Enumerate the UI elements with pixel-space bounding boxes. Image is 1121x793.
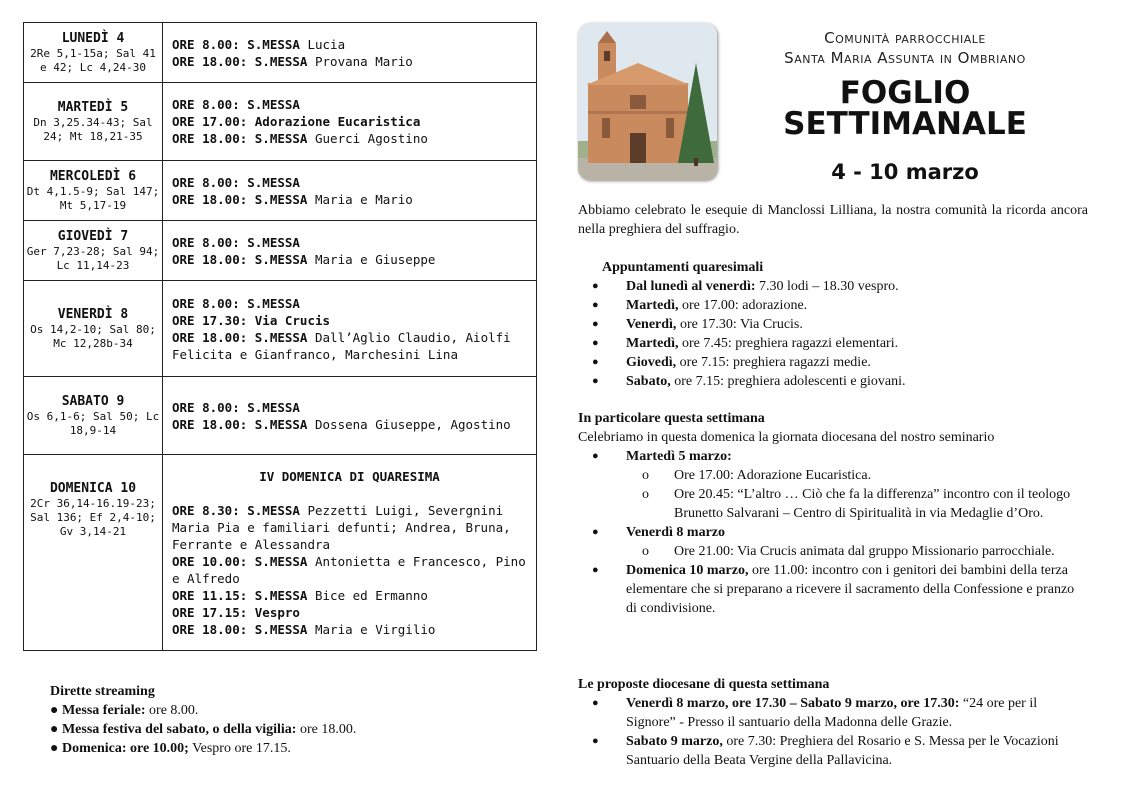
mass-time: ORE 18.00: S.MESSA — [172, 191, 308, 207]
day-readings: Ger 7,23-28; Sal 94; Lc 11,14-23 — [26, 244, 160, 272]
list-item — [578, 334, 1090, 353]
day-name: VENERDÌ 8 — [57, 306, 129, 322]
item-text: ore 17.00: adorazione. — [678, 298, 808, 313]
mass-intention: Dossena Giuseppe, Agostino — [315, 416, 511, 432]
schedule-row — [24, 221, 537, 281]
mass-intention: Dall’Aglio Claudio, Aiolfi Felicita e Gianfranco, Marchesini Lina — [172, 329, 511, 362]
community-line-1: Comunità parrocchiale — [824, 29, 986, 47]
schedule-row — [24, 377, 537, 455]
mass-intention: Antonietta e Francesco, Pino e Alfredo — [172, 553, 526, 586]
mass-time: ORE 18.00: S.MESSA — [172, 251, 308, 267]
mass-cell — [163, 377, 537, 455]
day-cell — [24, 281, 163, 377]
mass-time: ORE 8.00: S.MESSA — [172, 234, 300, 250]
diocese-section — [578, 675, 1088, 770]
mass-time: ORE 8.00: S.MESSA — [172, 36, 300, 52]
item-label: Martedì, — [626, 298, 679, 313]
item-text: 7.30 lodi – 18.30 vespro. — [755, 279, 899, 294]
date-range: 4 - 10 marzo — [831, 160, 979, 184]
item-label: Domenica 10 marzo, — [626, 563, 749, 578]
item-text: ore 17.30: Via Crucis. — [676, 317, 803, 332]
day-readings: Os 6,1-6; Sal 50; Lc 18,9-14 — [26, 409, 160, 437]
item-label: Sabato, — [626, 374, 671, 389]
item-text: “24 ore per il Signore” - Presso il santuario della Madonna delle Grazie. — [626, 696, 1038, 730]
item-text: ore 7.30: Preghiera del Rosario e S. Messa per le Vocazioni Santuario della Beata Vergine della Pallavicina. — [626, 734, 1059, 768]
list-item — [578, 353, 1090, 372]
day-cell — [24, 161, 163, 221]
mass-time: ORE 17.30: Via Crucis — [172, 312, 331, 328]
day-readings: Os 14,2-10; Sal 80; Mc 12,28b-34 — [30, 322, 156, 350]
this-week-title: In particolare questa settimana — [578, 411, 765, 426]
day-readings: 2Re 5,1-15a; Sal 41 e 42; Lc 4,24-30 — [30, 46, 156, 74]
day-name: GIOVEDÌ 7 — [57, 228, 129, 244]
item-label: Venerdì, — [626, 317, 677, 332]
streaming-label: Messa festiva del sabato, o della vigilia: — [61, 722, 297, 737]
day-cell — [24, 83, 163, 161]
appointments-section — [578, 258, 1090, 391]
this-week-section — [578, 409, 1088, 618]
day-name: MARTEDÌ 5 — [57, 99, 129, 115]
mass-intention: Lucia — [307, 36, 346, 52]
schedule-row — [24, 161, 537, 221]
streaming-section — [50, 682, 356, 758]
schedule-table — [23, 22, 537, 651]
mass-time: ORE 18.00: S.MESSA — [172, 416, 308, 432]
list-item — [578, 447, 1088, 466]
mass-cell — [163, 221, 537, 281]
mass-time: ORE 18.00: S.MESSA — [172, 131, 308, 146]
sub-item: o Ore 21.00: Via Crucis animata dal gruppo Missionario parrocchiale. — [578, 542, 1088, 561]
item-label: Giovedì, — [626, 355, 677, 370]
mass-cell — [163, 161, 537, 221]
list-item — [578, 694, 1088, 732]
mass-cell — [163, 455, 537, 651]
item-label: Sabato 9 marzo, — [626, 734, 723, 749]
title-line-2: SETTIMANALE — [783, 106, 1027, 142]
list-item — [578, 523, 1088, 542]
schedule-row — [24, 281, 537, 377]
masthead — [740, 28, 1070, 140]
list-item: ● Messa festiva del sabato, o della vigilia: ore 18.00. — [50, 722, 357, 737]
appointments-title: Appuntamenti quaresimali — [602, 260, 764, 275]
mass-time: ORE 18.00: S.MESSA — [172, 329, 308, 345]
mass-intention: Maria e Mario — [315, 191, 413, 207]
day-name: DOMENICA 10 — [49, 481, 137, 496]
mass-cell — [163, 83, 537, 161]
day-name: SABATO 9 — [61, 393, 125, 409]
sub-item: o Ore 17.00: Adorazione Eucaristica. — [578, 466, 1088, 485]
mass-cell — [163, 281, 537, 377]
community-line-2: Santa Maria Assunta in Ombriano — [784, 49, 1026, 67]
list-item: ● Domenica: ore 10.00; Vespro ore 17.15. — [50, 741, 291, 756]
item-text: ore 11.00: incontro con i genitori dei bambini della terza elementare che si preparano a ricevere il sacramento della Confessione e pranzo di condivisione. — [626, 563, 1075, 616]
day-name: LUNEDÌ 4 — [61, 30, 125, 46]
mass-time: ORE 8.00: S.MESSA — [172, 174, 300, 190]
item-label: Venerdì 8 marzo, ore 17.30 – Sabato 9 marzo, ore 17.30: — [626, 696, 960, 711]
mass-intention: Bice ed Ermanno — [315, 587, 428, 603]
day-readings: 2Cr 36,14-16.19-23; Sal 136; Ef 2,4-10; Gv 3,14-21 — [30, 497, 156, 538]
list-item: ● Messa feriale: ore 8.00. — [50, 703, 199, 718]
mass-time: ORE 17.15: Vespro — [172, 604, 300, 620]
mass-time: ORE 10.00: S.MESSA — [172, 553, 308, 569]
weekly-schedule — [23, 22, 536, 651]
mass-intention: Guerci Agostino — [315, 131, 428, 146]
list-item — [578, 561, 1088, 618]
list-item — [578, 296, 1090, 315]
item-text: ore 7.15: preghiera ragazzi medie. — [676, 355, 871, 370]
mass-time: ORE 18.00: S.MESSA — [172, 53, 308, 69]
mass-intention: Maria e Virgilio — [315, 621, 436, 637]
list-item — [578, 277, 1090, 296]
item-label: Dal lunedì al venerdì: — [626, 279, 756, 294]
mass-time: ORE 8.00: S.MESSA — [172, 97, 300, 112]
item-label: Martedì, — [626, 336, 679, 351]
sub-item: o Ore 20.45: “L’altro … Ciò che fa la differenza” incontro con il teologo Brunetto Salvarani – Centro di Spiritualità in via Medaglie d’Oro. — [578, 485, 1088, 523]
item-label: Martedì 5 marzo: — [626, 449, 732, 464]
sunday-title: IV DOMENICA DI QUARESIMA — [259, 468, 440, 484]
list-item — [578, 372, 1090, 391]
day-readings: Dn 3,25.34-43; Sal 24; Mt 18,21-35 — [33, 115, 153, 143]
streaming-title: Dirette streaming — [50, 684, 155, 699]
day-cell — [24, 221, 163, 281]
mass-time: ORE 18.00: S.MESSA — [172, 621, 308, 637]
mass-intention: Pezzetti Luigi, Severgnini Maria Pia e familiari defunti; Andrea, Bruna, Ferrante e Alessandra — [172, 502, 511, 552]
day-name: MERCOLEDÌ 6 — [49, 168, 137, 184]
mass-time: ORE 11.15: S.MESSA — [172, 587, 308, 603]
day-readings: Dt 4,1.5-9; Sal 147; Mt 5,17-19 — [26, 184, 160, 212]
church-photo — [578, 23, 717, 180]
schedule-row — [24, 83, 537, 161]
item-label: Venerdì 8 marzo — [626, 525, 726, 540]
intro-paragraph: Abbiamo celebrato le esequie di Manclossi Lilliana, la nostra comunità la ricorda ancora nella preghiera del suffragio. — [578, 203, 1088, 237]
streaming-value: Vespro ore 17.15. — [188, 741, 291, 756]
mass-time: ORE 8.30: S.MESSA — [172, 502, 300, 518]
streaming-label: Domenica: ore 10.00; — [61, 741, 189, 756]
day-cell — [24, 377, 163, 455]
list-item — [578, 315, 1090, 334]
mass-intention: Provana Mario — [315, 53, 413, 69]
mass-intention: Maria e Giuseppe — [315, 251, 436, 267]
streaming-label: Messa feriale: — [61, 703, 146, 718]
day-cell — [24, 455, 163, 651]
streaming-value: ore 8.00. — [145, 703, 199, 718]
item-text: ore 7.15: preghiera adolescenti e giovani. — [670, 374, 906, 389]
day-cell — [24, 23, 163, 83]
diocese-title: Le proposte diocesane di questa settimana — [578, 677, 830, 692]
list-item — [578, 732, 1088, 770]
schedule-row — [24, 455, 537, 651]
mass-cell — [163, 23, 537, 83]
mass-time: ORE 17.00: Adorazione Eucaristica — [172, 114, 421, 129]
item-text: ore 7.45: preghiera ragazzi elementari. — [678, 336, 899, 351]
this-week-subtitle: Celebriamo in questa domenica la giornata diocesana del nostro seminario — [578, 430, 995, 445]
mass-time: ORE 8.00: S.MESSA — [172, 295, 300, 311]
streaming-value: ore 18.00. — [296, 722, 357, 737]
title-line-1: FOGLIO — [839, 75, 971, 111]
mass-time: ORE 8.00: S.MESSA — [172, 399, 300, 415]
schedule-row — [24, 23, 537, 83]
